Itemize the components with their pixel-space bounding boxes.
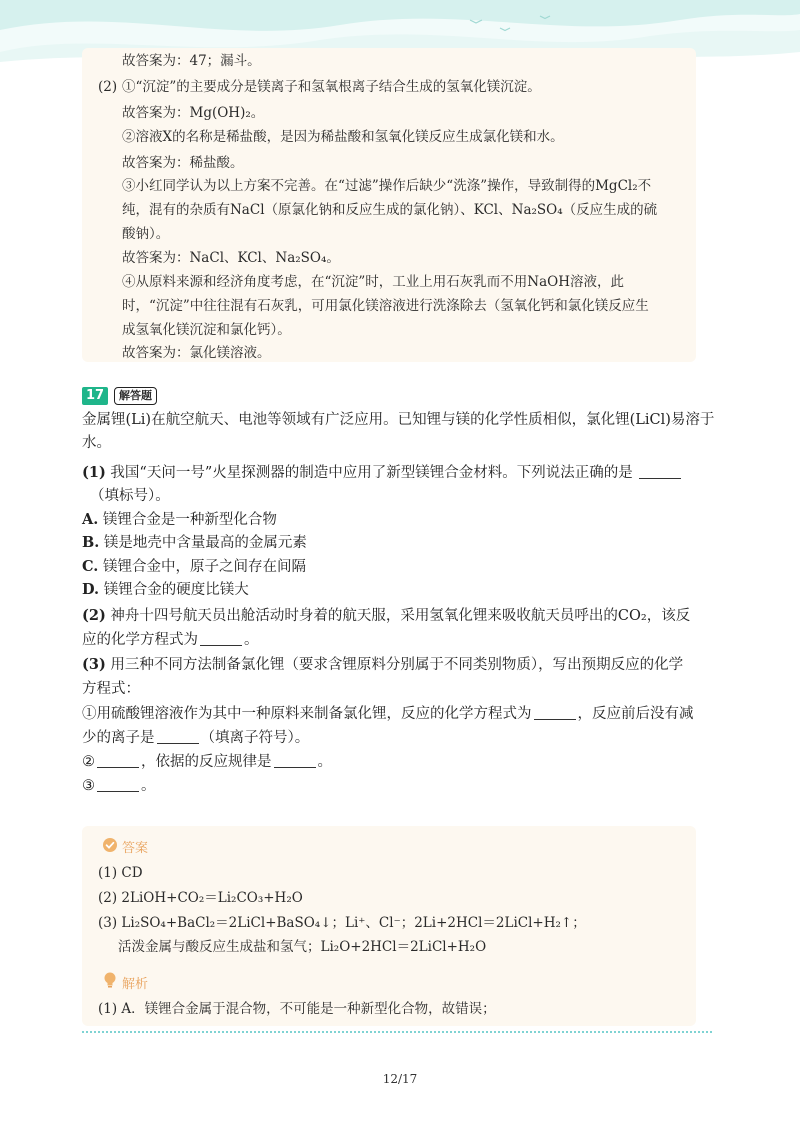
answer-blank <box>200 631 242 646</box>
answer-blank <box>157 729 199 744</box>
solution-line: ①“沉淀”的主要成分是镁离子和氢氧根离子结合生成的氢氧化镁沉淀。 <box>122 79 541 95</box>
part-1-cont: （填标号）。 <box>90 488 170 504</box>
question-intro: 金属锂(Li)在航空航天、电池等领域有广泛应用。已知锂与镁的化学性质相似，氯化锂(LiCl)易溶于 <box>82 412 715 428</box>
solution-line: 故答案为：NaCl、KCl、Na₂SO₄。 <box>122 250 340 266</box>
option-b-key: B. <box>82 534 100 551</box>
part-2-cont-text: 应的化学方程式为 <box>82 632 198 648</box>
solution-part-number: (2) <box>98 79 118 95</box>
option-a-key: A. <box>82 511 99 528</box>
subpart-1-text-end: ，反应前后没有减 <box>577 706 694 722</box>
question-number-badge: 17 <box>82 387 108 405</box>
dotted-divider <box>82 1031 712 1033</box>
answer-blank <box>274 753 316 768</box>
answer-line: 活泼金属与酸反应生成盐和氢气；Li₂O+2HCl＝2LiCl+H₂O <box>118 939 487 955</box>
part-1-text: 我国“天问一号”火星探测器的制造中应用了新型镁锂合金材料。下列说法正确的是 <box>110 465 633 481</box>
subpart-2-text: ，依据的反应规律是 <box>141 754 272 770</box>
solution-line: ④从原料来源和经济角度考虑，在“沉淀”时，工业上用石灰乳而不用NaOH溶液，此 <box>122 274 625 290</box>
answer-blank <box>639 464 681 479</box>
check-badge-icon <box>103 838 117 852</box>
subpart-2 <box>82 752 332 772</box>
lightbulb-icon <box>103 972 117 988</box>
option-d <box>82 580 249 600</box>
part-2-cont-end: 。 <box>244 632 259 648</box>
option-a-text: 镁锂合金是一种新型化合物 <box>102 512 277 528</box>
analysis-label: 解析 <box>122 977 149 992</box>
subpart-1-cont-text: 少的离子是 <box>82 730 155 746</box>
subpart-3 <box>82 776 156 796</box>
answer-label: 答案 <box>122 841 149 856</box>
solution-line: 时，“沉淀”中往往混有石灰乳，可用氯化镁溶液进行洗涤除去（氢氧化钙和氯化镁反应生 <box>122 298 649 314</box>
page-number: 12/17 <box>382 1072 418 1086</box>
solution-line: 酸钠）。 <box>122 226 170 242</box>
subpart-2-end: 。 <box>317 754 332 770</box>
solution-line: 故答案为：47；漏斗。 <box>122 53 261 69</box>
solution-line: 故答案为：Mg(OH)₂。 <box>122 105 265 121</box>
solution-line: ③小红同学认为以上方案不完善。在“过滤”操作后缺少“洗涤”操作，导致制得的MgCl₂不 <box>122 178 652 194</box>
solution-line: ②溶液X的名称是稀盐酸，是因为稀盐酸和氢氧化镁反应生成氯化镁和水。 <box>122 129 564 145</box>
part-2-cont <box>82 630 259 650</box>
part-2-text: 神舟十四号航天员出舱活动时身着的航天服，采用氢氧化锂来吸收航天员呼出的CO₂，该反 <box>110 608 691 624</box>
subpart-3-end: 。 <box>141 778 156 794</box>
answer-blank <box>534 705 576 720</box>
subpart-2-mark: ② <box>82 754 95 770</box>
subpart-1-cont <box>82 728 309 748</box>
part-3-number: (3) <box>82 656 106 673</box>
subpart-1 <box>82 704 694 724</box>
solution-line: 故答案为：稀盐酸。 <box>122 155 244 171</box>
subpart-1-cont-end: （填离子符号）。 <box>200 730 310 746</box>
answer-line: (1) CD <box>98 865 143 881</box>
solution-line: 成氢氧化镁沉淀和氯化钙）。 <box>122 322 291 338</box>
part-3 <box>82 655 683 675</box>
question-type-tag: 解答题 <box>114 387 157 405</box>
subpart-1-text: ①用硫酸锂溶液作为其中一种原料来制备氯化锂，反应的化学方程式为 <box>82 706 532 722</box>
option-c-key: C. <box>82 558 99 575</box>
solution-line: 故答案为：氯化镁溶液。 <box>122 345 271 361</box>
option-d-key: D. <box>82 581 100 598</box>
option-a <box>82 510 277 530</box>
answer-line: (2) 2LiOH+CO₂＝Li₂CO₃+H₂O <box>98 890 303 906</box>
option-c <box>82 557 306 577</box>
option-b <box>82 533 307 553</box>
part-1 <box>82 463 683 483</box>
analysis-line: (1) A．镁锂合金属于混合物，不可能是一种新型化合物，故错误； <box>98 1001 496 1017</box>
part-1-number: (1) <box>82 464 106 481</box>
option-d-text: 镁锂合金的硬度比镁大 <box>103 582 249 598</box>
answer-blank <box>97 777 139 792</box>
part-2 <box>82 606 690 626</box>
subpart-3-mark: ③ <box>82 778 95 794</box>
answer-line: (3) Li₂SO₄+BaCl₂＝2LiCl+BaSO₄↓；Li⁺、Cl⁻；2Li+2HCl＝2LiCl+H₂↑； <box>98 915 586 931</box>
option-c-text: 镁锂合金中，原子之间存在间隔 <box>102 559 306 575</box>
solution-line: 纯，混有的杂质有NaCl（原氯化钠和反应生成的氯化钠）、KCl、Na₂SO₄（反应生成的硫 <box>122 202 658 218</box>
option-b-text: 镁是地壳中含量最高的金属元素 <box>103 535 307 551</box>
part-2-number: (2) <box>82 607 106 624</box>
part-3-text: 用三种不同方法制备氯化锂（要求含锂原料分别属于不同类别物质），写出预期反应的化学 <box>110 657 684 673</box>
part-3-cont: 方程式： <box>82 681 140 697</box>
question-intro: 水。 <box>82 435 111 451</box>
answer-blank <box>97 753 139 768</box>
